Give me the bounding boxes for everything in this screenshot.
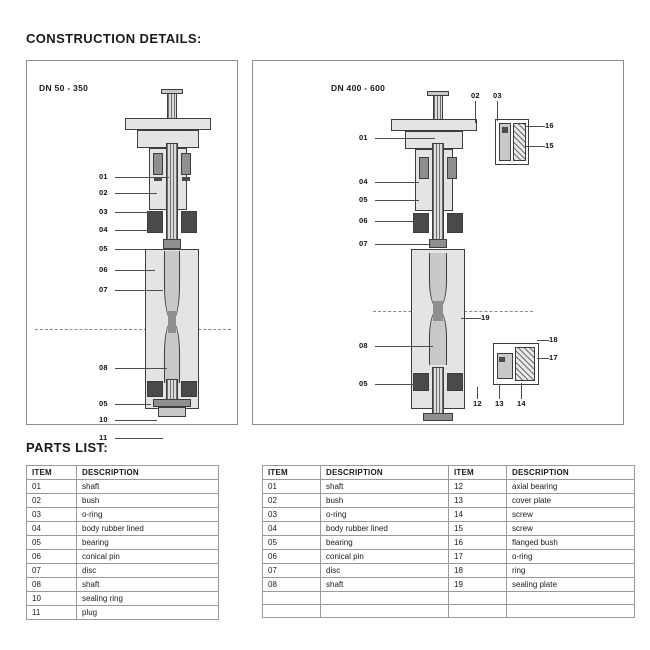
cell-description: body rubber lined	[321, 522, 449, 536]
cell-item: 06	[263, 550, 321, 564]
leader-right-06	[375, 221, 417, 222]
cell-description: shaft	[321, 480, 449, 494]
table-row	[27, 592, 219, 606]
callout-right-08: 08	[359, 341, 368, 350]
callout-right-14: 14	[517, 399, 526, 408]
cell-description: bearing	[321, 536, 449, 550]
cell-item: 04	[263, 522, 321, 536]
body-flange-top-left	[125, 118, 211, 130]
bearing-upper-left-a	[147, 211, 163, 233]
bush-right-left	[181, 153, 191, 175]
leader-right-13	[499, 385, 500, 399]
bearing-lower-right-b	[447, 373, 463, 391]
cell-description-2: ring	[507, 564, 635, 578]
conical-pin-right	[429, 239, 447, 248]
table-row	[27, 536, 219, 550]
cell-item-2: 13	[449, 494, 507, 508]
cell-description: bush	[77, 494, 219, 508]
table-row	[263, 494, 635, 508]
table-row	[263, 578, 635, 592]
cell-description: bearing	[77, 536, 219, 550]
cell-item: 05	[27, 536, 77, 550]
cell-item-2: 17	[449, 550, 507, 564]
leader-left-07	[115, 290, 163, 291]
page-title-construction: CONSTRUCTION DETAILS:	[26, 31, 202, 46]
callout-left-02: 02	[99, 188, 108, 197]
callout-right-15: 15	[545, 141, 554, 150]
shaft-top-cap-left	[161, 89, 183, 94]
table-row	[263, 536, 635, 550]
leader-left-06	[115, 270, 155, 271]
callout-right-13: 13	[495, 399, 504, 408]
cell-description: body rubber lined	[77, 522, 219, 536]
leader-left-05b	[115, 404, 151, 405]
table-row	[27, 564, 219, 578]
bearing-upper-left-b	[181, 211, 197, 233]
leader-right-19	[461, 318, 481, 319]
cell-description: bush	[321, 494, 449, 508]
body-flange-top-right	[391, 119, 477, 131]
bush-right-b	[447, 157, 457, 179]
detail-cover-plate	[515, 347, 535, 381]
disc-hub-right	[433, 301, 443, 321]
leader-left-05	[115, 249, 151, 250]
leader-left-11	[115, 438, 163, 439]
cell-description: disc	[77, 564, 219, 578]
callout-right-19: 19	[481, 313, 490, 322]
drawing-label-right: DN 400 - 600	[331, 83, 386, 93]
table-row	[263, 564, 635, 578]
callout-left-08: 08	[99, 363, 108, 372]
cell-description-2: cover plate	[507, 494, 635, 508]
header-item-2: ITEM	[449, 466, 507, 480]
cell-item: 04	[27, 522, 77, 536]
cell-item: 03	[263, 508, 321, 522]
header-description-2: DESCRIPTION	[507, 466, 635, 480]
bearing-upper-right-b	[447, 213, 463, 233]
cell-item: 10	[27, 592, 77, 606]
cell-item: 11	[27, 606, 77, 620]
bearing-lower-left-b	[181, 381, 197, 397]
cell-description: conical pin	[321, 550, 449, 564]
table-row	[27, 550, 219, 564]
leader-right-02	[475, 101, 476, 123]
bush-right-a	[419, 157, 429, 179]
cell-description: o-ring	[77, 508, 219, 522]
cell-item-2: 14	[449, 508, 507, 522]
cell-description-2: axial bearing	[507, 480, 635, 494]
table-row	[263, 605, 635, 618]
callout-right-05b: 05	[359, 379, 368, 388]
leader-right-05	[375, 200, 419, 201]
leader-right-16	[525, 126, 545, 127]
cell-item	[263, 605, 321, 618]
callout-right-18: 18	[549, 335, 558, 344]
leader-right-01	[375, 138, 435, 139]
cell-description-2	[507, 592, 635, 605]
cell-item-2: 18	[449, 564, 507, 578]
plug-left	[158, 407, 186, 417]
cell-description: shaft	[77, 578, 219, 592]
detail-oring-bottom	[499, 357, 505, 362]
callout-left-01: 01	[99, 172, 108, 181]
shaft-lower-right	[432, 367, 444, 419]
table-header-row	[263, 466, 635, 480]
callout-right-05: 05	[359, 195, 368, 204]
conical-pin-left	[163, 239, 181, 249]
sealing-ring-left	[153, 399, 191, 407]
leader-left-10	[115, 420, 157, 421]
cell-description: shaft	[321, 578, 449, 592]
table-row	[263, 480, 635, 494]
cell-item: 07	[263, 564, 321, 578]
cell-description-2: screw	[507, 522, 635, 536]
disc-hub-left	[168, 311, 176, 333]
cell-description	[321, 592, 449, 605]
cell-item-2	[449, 605, 507, 618]
table-row	[27, 522, 219, 536]
callout-left-11: 11	[99, 433, 108, 442]
callout-left-10: 10	[99, 415, 108, 424]
cell-description: sealing ring	[77, 592, 219, 606]
sealing-plate-right	[423, 413, 453, 421]
o-ring-left-b	[182, 177, 190, 181]
callout-right-01: 01	[359, 133, 368, 142]
bearing-lower-right-a	[413, 373, 429, 391]
callout-left-05: 05	[99, 244, 108, 253]
cell-description-2: flanged bush	[507, 536, 635, 550]
bearing-lower-left-a	[147, 381, 163, 397]
drawing-panel-dn50-350	[26, 60, 238, 442]
page-title-parts: PARTS LIST:	[26, 440, 109, 455]
callout-right-17: 17	[549, 353, 558, 362]
table-row	[27, 508, 219, 522]
leader-right-08	[375, 346, 433, 347]
table-header-row	[27, 466, 219, 480]
callout-left-04: 04	[99, 225, 108, 234]
header-item: ITEM	[27, 466, 77, 480]
centerline-left	[35, 329, 231, 330]
callout-left-07: 07	[99, 285, 108, 294]
callout-right-02: 02	[471, 91, 480, 100]
callout-right-12: 12	[473, 399, 482, 408]
cell-item: 02	[27, 494, 77, 508]
callout-left-05b: 05	[99, 399, 108, 408]
leader-right-17	[537, 358, 549, 359]
leader-left-04	[115, 230, 149, 231]
table-row	[263, 522, 635, 536]
leader-right-14	[521, 383, 522, 399]
callout-left-03: 03	[99, 207, 108, 216]
table-row	[27, 578, 219, 592]
leader-left-01	[115, 177, 169, 178]
cell-description-2: o-ring	[507, 550, 635, 564]
cell-item: 08	[27, 578, 77, 592]
cell-item: 08	[263, 578, 321, 592]
cell-item: 01	[263, 480, 321, 494]
cell-description-2	[507, 605, 635, 618]
cell-description-2: sealing plate	[507, 578, 635, 592]
cell-description: conical pin	[77, 550, 219, 564]
callout-right-06: 06	[359, 216, 368, 225]
detail-screw-top	[513, 123, 526, 161]
table-row	[27, 494, 219, 508]
leader-right-12	[477, 387, 478, 399]
cell-item	[263, 592, 321, 605]
leader-left-08	[115, 368, 167, 369]
cell-description: o-ring	[321, 508, 449, 522]
cell-item: 07	[27, 564, 77, 578]
leader-right-18	[537, 340, 549, 341]
callout-right-07: 07	[359, 239, 368, 248]
callout-right-04: 04	[359, 177, 368, 186]
cell-item: 01	[27, 480, 77, 494]
leader-right-03	[497, 101, 498, 121]
cell-item: 02	[263, 494, 321, 508]
drawing-panel-dn400-600	[252, 60, 624, 425]
table-row	[27, 606, 219, 620]
bush-left	[153, 153, 163, 175]
cell-item: 05	[263, 536, 321, 550]
leader-right-07	[375, 244, 431, 245]
cell-item: 06	[27, 550, 77, 564]
callout-left-06: 06	[99, 265, 108, 274]
callout-right-16: 16	[545, 121, 554, 130]
header-item: ITEM	[263, 466, 321, 480]
leader-right-04	[375, 182, 419, 183]
leader-right-15	[525, 146, 545, 147]
bearing-upper-right-a	[413, 213, 429, 233]
leader-left-02	[115, 193, 157, 194]
table-row	[263, 550, 635, 564]
cell-item-2: 16	[449, 536, 507, 550]
shaft-mid-left	[166, 143, 178, 243]
detail-oring-top	[502, 127, 508, 133]
parts-table-right	[262, 465, 635, 618]
cell-description: shaft	[77, 480, 219, 494]
shaft-top-cap-right	[427, 91, 449, 96]
shaft-mid-right	[432, 143, 444, 241]
cell-description: plug	[77, 606, 219, 620]
cell-description	[321, 605, 449, 618]
header-description: DESCRIPTION	[321, 466, 449, 480]
cell-item-2: 19	[449, 578, 507, 592]
cell-item-2: 15	[449, 522, 507, 536]
drawing-label-left: DN 50 - 350	[39, 83, 89, 93]
table-row	[263, 592, 635, 605]
table-row	[27, 480, 219, 494]
parts-table-left	[26, 465, 219, 620]
cell-item-2: 12	[449, 480, 507, 494]
cell-item-2	[449, 592, 507, 605]
cell-description: disc	[321, 564, 449, 578]
callout-right-03: 03	[493, 91, 502, 100]
table-row	[263, 508, 635, 522]
header-description: DESCRIPTION	[77, 466, 219, 480]
leader-left-03	[115, 212, 157, 213]
cell-item: 03	[27, 508, 77, 522]
leader-right-05b	[375, 384, 421, 385]
cell-description-2: screw	[507, 508, 635, 522]
